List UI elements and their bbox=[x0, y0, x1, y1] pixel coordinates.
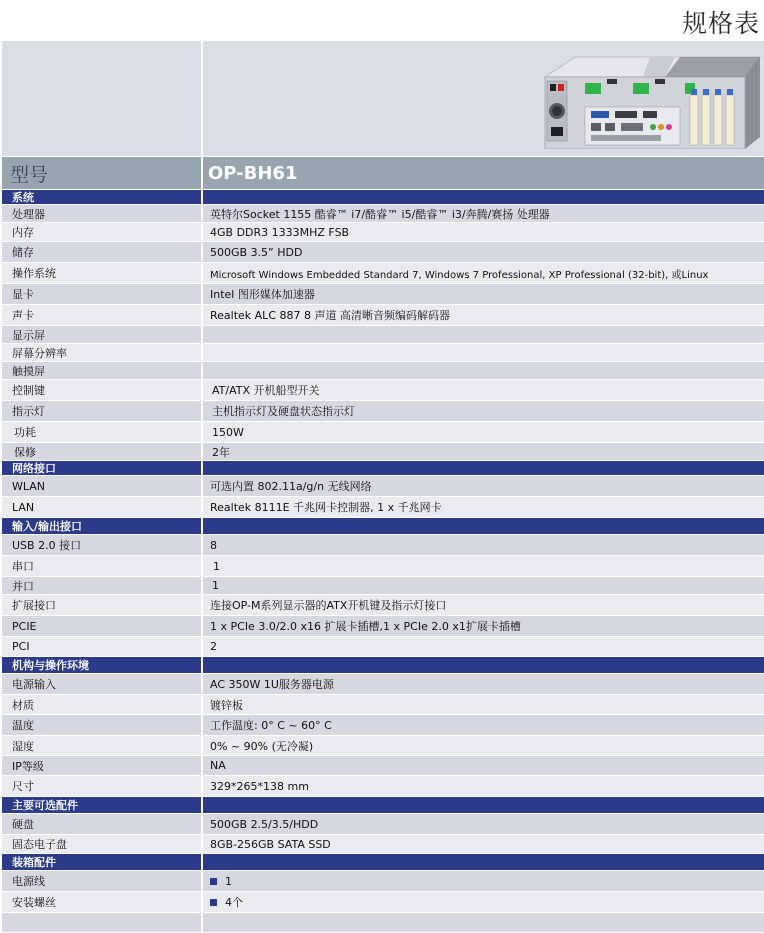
bullet-icon bbox=[210, 899, 217, 906]
spec-row-display: 显示屏 bbox=[2, 326, 764, 344]
spec-row-ip-rating: IP等级 NA bbox=[2, 756, 764, 776]
spec-row-warranty: 保修 2年 bbox=[2, 443, 764, 461]
spec-row-power: 功耗 150W bbox=[2, 422, 764, 443]
model-value: OP-BH61 bbox=[201, 157, 764, 189]
spec-row-audio: 声卡 Realtek ALC 887 8 声道 高清晰音频编码解码器 bbox=[2, 305, 764, 326]
spec-row-dimensions: 尺寸 329*265*138 mm bbox=[2, 776, 764, 797]
spec-row-storage: 储存 500GB 3.5” HDD bbox=[2, 242, 764, 263]
product-image bbox=[525, 49, 764, 149]
spec-row-power-input: 电源输入 AC 350W 1U服务器电源 bbox=[2, 674, 764, 695]
spec-row-ssd: 固态电子盘 8GB-256GB SATA SSD bbox=[2, 835, 764, 854]
model-label: 型号 bbox=[2, 157, 201, 189]
section-header-packing: 装箱配件 bbox=[2, 854, 764, 871]
spec-row-usb: USB 2.0 接口 8 bbox=[2, 535, 764, 556]
spec-row-humidity: 湿度 0% ~ 90% (无冷凝) bbox=[2, 736, 764, 756]
section-header-network: 网络接口 bbox=[2, 461, 764, 476]
spec-row-touch: 触摸屏 bbox=[2, 362, 764, 380]
model-row bbox=[2, 157, 764, 190]
section-header-io: 输入/输出接口 bbox=[2, 518, 764, 535]
spec-row-material: 材质 镀锌板 bbox=[2, 695, 764, 715]
spec-row-serial: 串口 1 bbox=[2, 556, 764, 577]
spec-table bbox=[2, 41, 764, 933]
bullet-icon bbox=[210, 878, 217, 885]
section-header-mech: 机构与操作环境 bbox=[2, 657, 764, 674]
product-image-row bbox=[2, 41, 764, 157]
spec-row-graphics: 显卡 Intel 图形媒体加速器 bbox=[2, 284, 764, 305]
spec-row-hdd: 硬盘 500GB 2.5/3.5/HDD bbox=[2, 814, 764, 835]
spec-row-controls: 控制键 AT/ATX 开机船型开关 bbox=[2, 380, 764, 401]
spec-row-resolution: 屏幕分辨率 bbox=[2, 344, 764, 362]
spec-row-wlan: WLAN 可选内置 802.11a/g/n 无线网络 bbox=[2, 476, 764, 497]
spec-row-os: 操作系统 Microsoft Windows Embedded Standard 7, Windows 7 Professional, XP Professional (32-bit), 或Linux bbox=[2, 263, 764, 284]
document-title: 规格表 bbox=[681, 9, 760, 38]
spec-row-memory: 内存 4GB DDR3 1333MHZ FSB bbox=[2, 223, 764, 242]
spec-row-parallel: 并口 1 bbox=[2, 577, 764, 595]
spec-row-pci: PCI 2 bbox=[2, 637, 764, 657]
section-header-options: 主要可选配件 bbox=[2, 797, 764, 814]
section-header-system: 系统 bbox=[2, 190, 764, 205]
spec-row-screws: 安装螺丝 4个 bbox=[2, 892, 764, 913]
spec-row-blank bbox=[2, 913, 764, 933]
spec-row-power-cord: 电源线 1 bbox=[2, 871, 764, 892]
spec-row-indicators: 指示灯 主机指示灯及硬盘状态指示灯 bbox=[2, 401, 764, 422]
spec-row-lan: LAN Realtek 8111E 千兆网卡控制器, 1 x 千兆网卡 bbox=[2, 497, 764, 518]
spec-row-pcie: PCIE 1 x PCIe 3.0/2.0 x16 扩展卡插槽,1 x PCIe 2.0 x1扩展卡插槽 bbox=[2, 616, 764, 637]
spec-row-cpu: 处理器 英特尔Socket 1155 酷睿™ i7/酷睿™ i5/酷睿™ i3/奔腾/赛扬 处理器 bbox=[2, 205, 764, 223]
spec-row-expansion: 扩展接口 连接OP-M系列显示器的ATX开机键及指示灯接口 bbox=[2, 595, 764, 616]
spec-row-temperature: 温度 工作温度: 0° C ~ 60° C bbox=[2, 715, 764, 736]
